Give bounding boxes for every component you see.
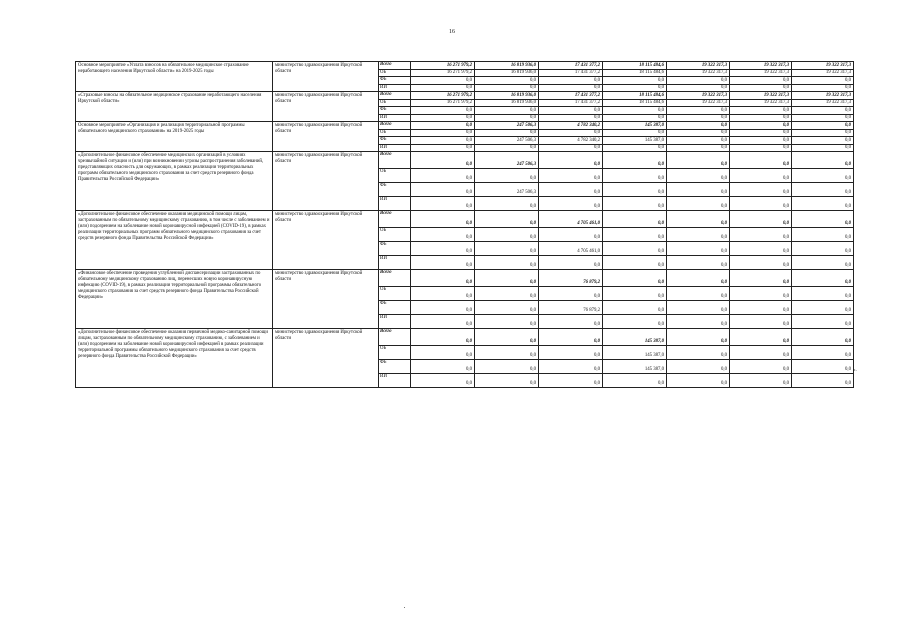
amount-cell: 0,0: [730, 152, 792, 169]
amount-cell: 0,0: [411, 228, 475, 242]
amount-cell: 0,0: [603, 84, 667, 92]
amount-cell: 0,0: [475, 197, 539, 211]
amount-cell: 0,0: [411, 183, 475, 197]
responsible-executor: министерство здравоохранения Иркутской области: [273, 62, 379, 92]
amount-cell: 19 322 317,3: [667, 92, 730, 100]
amount-cell: 17 431 377,2: [539, 69, 603, 77]
amount-cell: 0,0: [475, 144, 539, 152]
amount-cell: 0,0: [475, 242, 539, 256]
amount-cell: 17 431 377,2: [539, 99, 603, 107]
amount-cell: 0,0: [667, 256, 730, 270]
amount-cell: 0,0: [475, 114, 539, 122]
table-row: [76, 62, 854, 70]
amount-cell: 18 115 484,6: [603, 69, 667, 77]
amount-cell: 0,0: [730, 287, 792, 301]
responsible-executor: министерство здравоохранения Иркутской области: [273, 211, 379, 270]
amount-cell: 19 322 317,3: [792, 69, 854, 77]
amount-cell: 0,0: [792, 183, 854, 197]
amount-cell: 0,0: [539, 256, 603, 270]
responsible-executor: министерство здравоохранения Иркутской области: [273, 152, 379, 211]
amount-cell: 0,0: [475, 270, 539, 287]
amount-cell: 0,0: [667, 228, 730, 242]
measure-block: [76, 152, 854, 211]
measure-block: [76, 329, 854, 388]
amount-cell: 0,0: [411, 270, 475, 287]
amount-cell: 0,0: [411, 84, 475, 92]
amount-cell: 0,0: [792, 137, 854, 145]
amount-cell: 0,0: [730, 228, 792, 242]
measure-block: [76, 270, 854, 329]
amount-cell: 0,0: [792, 77, 854, 85]
amount-cell: 0,0: [730, 107, 792, 115]
amount-cell: 0,0: [539, 287, 603, 301]
amount-cell: 0,0: [667, 77, 730, 85]
amount-cell: 0,0: [475, 211, 539, 228]
amount-cell: 0,0: [539, 228, 603, 242]
responsible-executor: министерство здравоохранения Иркутской области: [273, 329, 379, 388]
amount-cell: 0,0: [411, 346, 475, 360]
amount-cell: 0,0: [730, 346, 792, 360]
amount-cell: 0,0: [475, 346, 539, 360]
amount-cell: 0,0: [792, 346, 854, 360]
closing-quote-mark: ».: [853, 368, 857, 373]
amount-cell: 0,0: [539, 197, 603, 211]
amount-cell: 0,0: [730, 183, 792, 197]
amount-cell: 0,0: [667, 360, 730, 374]
amount-cell: 0,0: [730, 114, 792, 122]
measure-description: «Дополнительное финансовое обеспечение оказания медицинской помощи лицам, застрахованным по обязательному медицинскому страхованию, в том числе с заболеванием и (или) подозрением на заболевание новой коронавирусной инфекцией (COVID-19), в рамках реализации территориальных программ обязательного медицинского страхования за счет средств резервного фонда Правительства Российской Федерации»: [76, 211, 273, 270]
amount-cell: 0,0: [411, 315, 475, 329]
amount-cell: 145 387,0: [603, 122, 667, 130]
amount-cell: 0,0: [667, 242, 730, 256]
funding-source: ФБ: [379, 77, 411, 85]
amount-cell: 0,0: [792, 228, 854, 242]
amount-cell: 0,0: [475, 129, 539, 137]
amount-cell: 0,0: [730, 256, 792, 270]
amount-cell: 0,0: [539, 360, 603, 374]
amount-cell: 0,0: [475, 228, 539, 242]
funding-source: ФБ: [379, 183, 411, 197]
amount-cell: 0,0: [411, 77, 475, 85]
amount-cell: 19 322 317,3: [730, 62, 792, 70]
amount-cell: 0,0: [603, 107, 667, 115]
amount-cell: 19 322 317,3: [730, 92, 792, 100]
funding-source: ФБ: [379, 107, 411, 115]
funding-source: ОБ: [379, 346, 411, 360]
amount-cell: 0,0: [539, 169, 603, 183]
amount-cell: 0,0: [411, 256, 475, 270]
table-row: [76, 122, 854, 130]
amount-cell: 4 705 461,0: [539, 211, 603, 228]
funding-source: ОБ: [379, 287, 411, 301]
amount-cell: 0,0: [667, 137, 730, 145]
amount-cell: 0,0: [539, 183, 603, 197]
amount-cell: 0,0: [539, 114, 603, 122]
amount-cell: 0,0: [475, 315, 539, 329]
measure-block: [76, 62, 854, 92]
funding-source: ИИ: [379, 144, 411, 152]
amount-cell: 0,0: [603, 228, 667, 242]
amount-cell: 0,0: [411, 211, 475, 228]
responsible-executor: министерство здравоохранения Иркутской области: [273, 270, 379, 329]
amount-cell: 0,0: [667, 346, 730, 360]
amount-cell: 0,0: [792, 114, 854, 122]
funding-source: ФБ: [379, 137, 411, 145]
amount-cell: 0,0: [475, 107, 539, 115]
funding-source: ФБ: [379, 242, 411, 256]
amount-cell: 0,0: [411, 144, 475, 152]
amount-cell: 0,0: [539, 152, 603, 169]
amount-cell: 16 271 979,2: [411, 99, 475, 107]
funding-source: Всего: [379, 122, 411, 130]
amount-cell: 0,0: [411, 137, 475, 145]
amount-cell: 0,0: [730, 374, 792, 388]
amount-cell: 0,0: [792, 107, 854, 115]
amount-cell: 0,0: [475, 301, 539, 315]
funding-source: ФБ: [379, 301, 411, 315]
amount-cell: 0,0: [730, 360, 792, 374]
funding-source: ОБ: [379, 129, 411, 137]
amount-cell: 0,0: [730, 329, 792, 346]
amount-cell: 16 271 979,2: [411, 92, 475, 100]
amount-cell: 16 819 936,0: [475, 99, 539, 107]
amount-cell: 0,0: [792, 152, 854, 169]
amount-cell: 0,0: [792, 329, 854, 346]
amount-cell: 0,0: [411, 129, 475, 137]
amount-cell: 145 387,0: [603, 360, 667, 374]
amount-cell: 0,0: [539, 144, 603, 152]
amount-cell: 0,0: [667, 122, 730, 130]
amount-cell: 0,0: [539, 329, 603, 346]
measure-block: [76, 92, 854, 122]
amount-cell: 0,0: [792, 129, 854, 137]
amount-cell: 0,0: [667, 287, 730, 301]
table-row: [76, 329, 854, 346]
funding-source: ИИ: [379, 114, 411, 122]
amount-cell: 19 322 317,3: [667, 69, 730, 77]
amount-cell: 0,0: [667, 374, 730, 388]
amount-cell: 0,0: [792, 84, 854, 92]
measure-description: «Страховые взносы на обязательное медицинское страхование неработающего населения Иркутской области»: [76, 92, 273, 122]
amount-cell: 0,0: [475, 169, 539, 183]
amount-cell: 0,0: [603, 197, 667, 211]
amount-cell: 0,0: [411, 374, 475, 388]
amount-cell: 0,0: [603, 169, 667, 183]
amount-cell: 0,0: [603, 315, 667, 329]
amount-cell: 18 115 484,6: [603, 99, 667, 107]
page-number: 16: [449, 29, 455, 35]
amount-cell: 16 271 979,2: [411, 69, 475, 77]
funding-source: ИИ: [379, 315, 411, 329]
amount-cell: 16 819 936,0: [475, 62, 539, 70]
amount-cell: 0,0: [603, 183, 667, 197]
amount-cell: 0,0: [411, 242, 475, 256]
amount-cell: 0,0: [603, 77, 667, 85]
funding-source: Всего: [379, 152, 411, 169]
amount-cell: 0,0: [667, 152, 730, 169]
amount-cell: 0,0: [475, 374, 539, 388]
funding-source: Всего: [379, 92, 411, 100]
amount-cell: 0,0: [730, 137, 792, 145]
funding-table: [75, 61, 854, 388]
amount-cell: 0,0: [539, 77, 603, 85]
amount-cell: 0,0: [730, 144, 792, 152]
amount-cell: 0,0: [792, 211, 854, 228]
amount-cell: 0,0: [411, 301, 475, 315]
amount-cell: 0,0: [667, 144, 730, 152]
funding-source: ФБ: [379, 360, 411, 374]
responsible-executor: министерство здравоохранения Иркутской области: [273, 122, 379, 152]
amount-cell: 0,0: [539, 129, 603, 137]
funding-source: ОБ: [379, 228, 411, 242]
measure-description: «Финансовое обеспечение проведения углубленной диспансеризации застрахованных по обязательному медицинскому страхованию лиц, перенесших новую коронавирусную инфекцию (COVID-19), в рамках реализации территориальной программы обязательного медицинского страхования за счет средств резервного фонда Правительства Российской Федерации»: [76, 270, 273, 329]
funding-source: ИИ: [379, 197, 411, 211]
amount-cell: 145 387,0: [603, 346, 667, 360]
amount-cell: 0,0: [730, 242, 792, 256]
amount-cell: 0,0: [475, 77, 539, 85]
amount-cell: 0,0: [667, 315, 730, 329]
amount-cell: 0,0: [667, 329, 730, 346]
funding-source: Всего: [379, 270, 411, 287]
amount-cell: 0,0: [730, 211, 792, 228]
amount-cell: 18 115 484,6: [603, 62, 667, 70]
amount-cell: 18 115 484,6: [603, 92, 667, 100]
funding-source: ИИ: [379, 256, 411, 270]
amount-cell: 0,0: [475, 360, 539, 374]
amount-cell: 0,0: [539, 84, 603, 92]
amount-cell: 0,0: [667, 197, 730, 211]
amount-cell: 4 782 340,2: [539, 122, 603, 130]
amount-cell: 247 506,3: [475, 137, 539, 145]
amount-cell: 0,0: [667, 84, 730, 92]
amount-cell: 0,0: [411, 107, 475, 115]
measure-description: «Дополнительное финансовое обеспечение оказания первичной медико-санитарной помощи лицам, застрахованным по обязательному медицинскому страхованию, с заболеванием и (или) подозрением на заболевание новой коронавирусной инфекцией в рамках реализации территориальной программы обязательного медицинского страхования за счет средств резервного фонда Правительства Российской Федерации»: [76, 329, 273, 388]
table-row: [76, 270, 854, 287]
amount-cell: 16 819 936,0: [475, 69, 539, 77]
measure-block: [76, 211, 854, 270]
responsible-executor: министерство здравоохранения Иркутской области: [273, 92, 379, 122]
table-row: [76, 211, 854, 228]
amount-cell: 0,0: [730, 77, 792, 85]
amount-cell: 0,0: [792, 144, 854, 152]
funding-source: ОБ: [379, 69, 411, 77]
measure-description: «Дополнительное финансовое обеспечение медицинских организаций в условиях чрезвычайной ситуации и (или) при возникновении угрозы распространения заболеваний, представляющих опасность для окружающих, в рамках реализации территориальных программ обязательного медицинского страхования за счет средств резервного фонда Правительства Российской Федерации»: [76, 152, 273, 211]
amount-cell: 0,0: [475, 329, 539, 346]
amount-cell: 0,0: [730, 301, 792, 315]
measure-description: Основное мероприятие «Организация и реализация территориальной программы обязательного медицинского страхования» на 2019-2025 годы: [76, 122, 273, 152]
amount-cell: 0,0: [792, 169, 854, 183]
amount-cell: 0,0: [603, 301, 667, 315]
table-row: [76, 152, 854, 169]
funding-source: ИИ: [379, 374, 411, 388]
funding-source: Всего: [379, 211, 411, 228]
measure-block: [76, 122, 854, 152]
amount-cell: 247 506,3: [475, 122, 539, 130]
amount-cell: 0,0: [792, 374, 854, 388]
amount-cell: 16 819 936,0: [475, 92, 539, 100]
amount-cell: 0,0: [667, 270, 730, 287]
funding-source: ИИ: [379, 84, 411, 92]
amount-cell: 0,0: [792, 360, 854, 374]
amount-cell: 0,0: [603, 256, 667, 270]
funding-source: Всего: [379, 62, 411, 70]
amount-cell: 0,0: [411, 329, 475, 346]
amount-cell: 0,0: [667, 107, 730, 115]
amount-cell: 19 322 317,3: [730, 69, 792, 77]
amount-cell: 0,0: [411, 114, 475, 122]
amount-cell: 4 705 461,0: [539, 242, 603, 256]
amount-cell: 145 387,0: [603, 329, 667, 346]
amount-cell: 0,0: [792, 287, 854, 301]
amount-cell: 0,0: [792, 242, 854, 256]
amount-cell: 76 879,2: [539, 301, 603, 315]
funding-source: ОБ: [379, 169, 411, 183]
funding-source: Всего: [379, 329, 411, 346]
amount-cell: 0,0: [730, 84, 792, 92]
amount-cell: 0,0: [539, 346, 603, 360]
amount-cell: 0,0: [603, 374, 667, 388]
amount-cell: 0,0: [539, 374, 603, 388]
amount-cell: 0,0: [411, 122, 475, 130]
amount-cell: 0,0: [539, 315, 603, 329]
amount-cell: 19 322 317,3: [667, 99, 730, 107]
amount-cell: 145 387,0: [603, 137, 667, 145]
amount-cell: 19 322 317,3: [792, 62, 854, 70]
amount-cell: 0,0: [603, 270, 667, 287]
amount-cell: 76 879,2: [539, 270, 603, 287]
amount-cell: 0,0: [792, 197, 854, 211]
amount-cell: 16 271 979,2: [411, 62, 475, 70]
amount-cell: 19 322 317,3: [730, 99, 792, 107]
amount-cell: 0,0: [603, 152, 667, 169]
amount-cell: 0,0: [792, 122, 854, 130]
amount-cell: 0,0: [603, 144, 667, 152]
amount-cell: 0,0: [539, 107, 603, 115]
amount-cell: 0,0: [667, 129, 730, 137]
amount-cell: 19 322 317,3: [792, 99, 854, 107]
amount-cell: 0,0: [730, 122, 792, 130]
amount-cell: 0,0: [730, 197, 792, 211]
amount-cell: 0,0: [411, 169, 475, 183]
amount-cell: 0,0: [475, 287, 539, 301]
amount-cell: 19 322 317,3: [667, 62, 730, 70]
funding-source: ОБ: [379, 99, 411, 107]
amount-cell: 0,0: [792, 256, 854, 270]
amount-cell: 0,0: [411, 360, 475, 374]
amount-cell: 0,0: [603, 287, 667, 301]
amount-cell: 0,0: [730, 169, 792, 183]
amount-cell: 0,0: [667, 211, 730, 228]
amount-cell: 0,0: [730, 129, 792, 137]
amount-cell: 0,0: [603, 129, 667, 137]
amount-cell: 247 506,3: [475, 152, 539, 169]
amount-cell: 0,0: [792, 315, 854, 329]
amount-cell: 4 782 340,2: [539, 137, 603, 145]
amount-cell: 17 431 377,2: [539, 92, 603, 100]
amount-cell: 0,0: [667, 301, 730, 315]
amount-cell: 0,0: [667, 183, 730, 197]
scan-speck: [404, 607, 405, 608]
amount-cell: 0,0: [667, 114, 730, 122]
amount-cell: 0,0: [603, 211, 667, 228]
amount-cell: 0,0: [792, 301, 854, 315]
table-row: [76, 92, 854, 100]
amount-cell: 0,0: [792, 270, 854, 287]
amount-cell: 0,0: [730, 315, 792, 329]
amount-cell: 0,0: [475, 256, 539, 270]
amount-cell: 0,0: [411, 152, 475, 169]
amount-cell: 247 506,3: [475, 183, 539, 197]
amount-cell: 17 431 377,2: [539, 62, 603, 70]
amount-cell: 0,0: [603, 242, 667, 256]
amount-cell: 19 322 317,3: [792, 92, 854, 100]
amount-cell: 0,0: [603, 114, 667, 122]
amount-cell: 0,0: [475, 84, 539, 92]
amount-cell: 0,0: [667, 169, 730, 183]
amount-cell: 0,0: [411, 287, 475, 301]
measure-description: Основное мероприятие «Уплата взносов на обязательное медицинское страхование неработающего населения Иркутской области» на 2019-2025 годы: [76, 62, 273, 92]
amount-cell: 0,0: [730, 270, 792, 287]
amount-cell: 0,0: [411, 197, 475, 211]
